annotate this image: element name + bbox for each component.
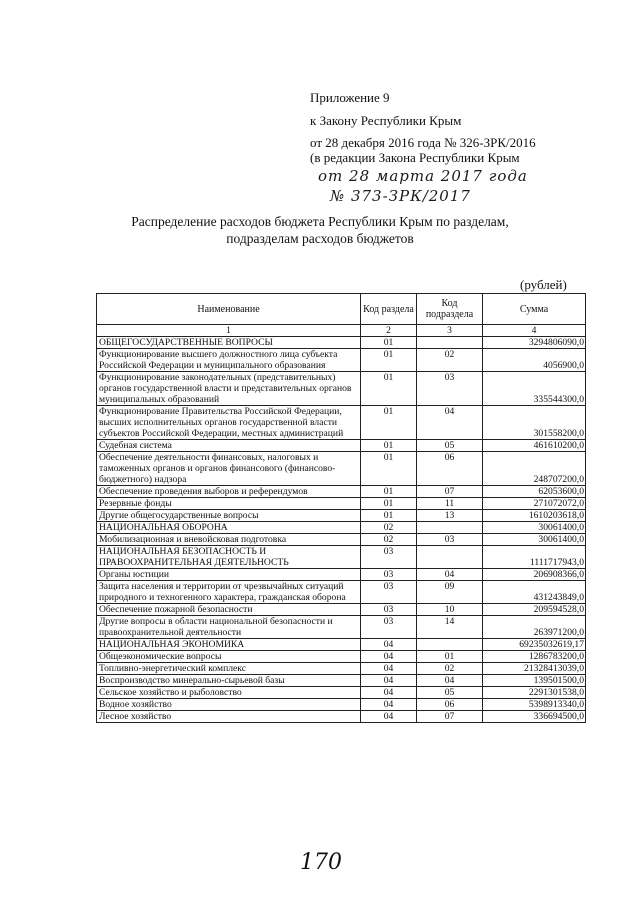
row-podrazdel-code: 09 xyxy=(417,581,483,604)
row-razdel-code: 01 xyxy=(361,510,417,522)
row-name: Органы юстиции xyxy=(97,569,361,581)
header-sum: Сумма xyxy=(483,294,586,325)
row-razdel-code: 04 xyxy=(361,663,417,675)
row-name: Лесное хозяйство xyxy=(97,711,361,723)
row-razdel-code: 04 xyxy=(361,687,417,699)
column-number: 2 xyxy=(361,325,417,337)
table-row xyxy=(97,699,586,711)
row-sum: 206908366,0 xyxy=(483,569,586,581)
row-sum: 301558200,0 xyxy=(483,406,586,440)
row-sum: 139501500,0 xyxy=(483,675,586,687)
table-row xyxy=(97,663,586,675)
row-name: НАЦИОНАЛЬНАЯ БЕЗОПАСНОСТЬ И ПРАВООХРАНИТЕЛЬНАЯ ДЕЯТЕЛЬНОСТЬ xyxy=(97,546,361,569)
row-name: Обеспечение проведения выборов и референдумов xyxy=(97,486,361,498)
row-sum: 1610203618,0 xyxy=(483,510,586,522)
page-number: 170 xyxy=(300,850,342,875)
budget-table xyxy=(96,293,586,723)
row-name: НАЦИОНАЛЬНАЯ ЭКОНОМИКА xyxy=(97,639,361,651)
document-title-line1: Распределение расходов бюджета Республики Крым по разделам, xyxy=(131,214,509,229)
table-row xyxy=(97,687,586,699)
row-sum: 248707200,0 xyxy=(483,452,586,486)
row-sum: 30061400,0 xyxy=(483,534,586,546)
row-sum: 21328413039,0 xyxy=(483,663,586,675)
row-name: Другие общегосударственные вопросы xyxy=(97,510,361,522)
row-razdel-code: 02 xyxy=(361,522,417,534)
table-row xyxy=(97,510,586,522)
table-row xyxy=(97,406,586,440)
row-name: ОБЩЕГОСУДАРСТВЕННЫЕ ВОПРОСЫ xyxy=(97,337,361,349)
row-sum: 335544300,0 xyxy=(483,372,586,406)
table-row xyxy=(97,711,586,723)
row-podrazdel-code: 07 xyxy=(417,711,483,723)
law-reference: к Закону Республики Крым xyxy=(310,113,462,128)
row-sum: 4056900,0 xyxy=(483,349,586,372)
row-sum: 69235032619,17 xyxy=(483,639,586,651)
table-row xyxy=(97,616,586,639)
row-name: Другие вопросы в области национальной безопасности и правоохранительной деятельности xyxy=(97,616,361,639)
row-sum: 2291301538,0 xyxy=(483,687,586,699)
row-podrazdel-code: 13 xyxy=(417,510,483,522)
row-name: Воспроизводство минерально-сырьевой базы xyxy=(97,675,361,687)
row-name: Сельское хозяйство и рыболовство xyxy=(97,687,361,699)
table-row xyxy=(97,581,586,604)
table-row xyxy=(97,349,586,372)
row-sum: 336694500,0 xyxy=(483,711,586,723)
row-razdel-code: 03 xyxy=(361,546,417,569)
row-razdel-code: 04 xyxy=(361,639,417,651)
row-podrazdel-code: 14 xyxy=(417,616,483,639)
table-row xyxy=(97,337,586,349)
row-podrazdel-code: 11 xyxy=(417,498,483,510)
table-row xyxy=(97,452,586,486)
table-row xyxy=(97,440,586,452)
row-name: Обеспечение деятельности финансовых, налоговых и таможенных органов и органов финансового (финансово-бюджетного) надзора xyxy=(97,452,361,486)
row-name: Функционирование Правительства Российской Федерации, высших исполнительных органов государственной власти субъектов Российской Федерации, местных администраций xyxy=(97,406,361,440)
row-podrazdel-code: 06 xyxy=(417,452,483,486)
row-podrazdel-code: 04 xyxy=(417,675,483,687)
row-podrazdel-code: 03 xyxy=(417,372,483,406)
row-razdel-code: 01 xyxy=(361,337,417,349)
row-razdel-code: 01 xyxy=(361,349,417,372)
column-number: 1 xyxy=(97,325,361,337)
row-podrazdel-code: 06 xyxy=(417,699,483,711)
row-name: Функционирование высшего должностного лица субъекта Российской Федерации и муниципального образования xyxy=(97,349,361,372)
row-razdel-code: 02 xyxy=(361,534,417,546)
row-razdel-code: 03 xyxy=(361,616,417,639)
table-row xyxy=(97,498,586,510)
table-row xyxy=(97,522,586,534)
row-razdel-code: 04 xyxy=(361,699,417,711)
row-podrazdel-code xyxy=(417,522,483,534)
row-sum: 461610200,0 xyxy=(483,440,586,452)
handwritten-revision-date: от 28 марта 2017 года xyxy=(318,167,528,185)
row-sum: 30061400,0 xyxy=(483,522,586,534)
units-label: (рублей) xyxy=(520,277,567,292)
table-row xyxy=(97,569,586,581)
row-name: Защита населения и территории от чрезвычайных ситуаций природного и техногенного характера, гражданская оборона xyxy=(97,581,361,604)
row-name: Обеспечение пожарной безопасности xyxy=(97,604,361,616)
row-razdel-code: 03 xyxy=(361,569,417,581)
row-razdel-code: 01 xyxy=(361,372,417,406)
row-name: Топливно-энергетический комплекс xyxy=(97,663,361,675)
row-podrazdel-code: 10 xyxy=(417,604,483,616)
column-number: 3 xyxy=(417,325,483,337)
row-podrazdel-code: 02 xyxy=(417,349,483,372)
row-sum: 271072072,0 xyxy=(483,498,586,510)
row-razdel-code: 04 xyxy=(361,651,417,663)
row-podrazdel-code: 01 xyxy=(417,651,483,663)
table-row xyxy=(97,604,586,616)
row-sum: 1111717943,0 xyxy=(483,546,586,569)
row-podrazdel-code xyxy=(417,546,483,569)
row-sum: 263971200,0 xyxy=(483,616,586,639)
row-sum: 5398913340,0 xyxy=(483,699,586,711)
revision-note: (в редакции Закона Республики Крым xyxy=(310,150,520,165)
document-title-line2: подразделам расходов бюджетов xyxy=(226,231,414,246)
row-name: Мобилизационная и вневойсковая подготовка xyxy=(97,534,361,546)
table-row xyxy=(97,651,586,663)
row-podrazdel-code: 02 xyxy=(417,663,483,675)
row-name: Функционирование законодательных (представительных) органов государственной власти и представительных органов муниципальных образований xyxy=(97,372,361,406)
header-podrazdel: Код подраздела xyxy=(417,294,483,325)
row-name: Резервные фонды xyxy=(97,498,361,510)
annex-label: Приложение 9 xyxy=(310,90,390,105)
column-number: 4 xyxy=(483,325,586,337)
row-sum: 431243849,0 xyxy=(483,581,586,604)
row-podrazdel-code: 04 xyxy=(417,406,483,440)
row-sum: 1286783200,0 xyxy=(483,651,586,663)
row-razdel-code: 03 xyxy=(361,604,417,616)
row-name: НАЦИОНАЛЬНАЯ ОБОРОНА xyxy=(97,522,361,534)
table-row xyxy=(97,486,586,498)
row-podrazdel-code: 07 xyxy=(417,486,483,498)
row-podrazdel-code: 05 xyxy=(417,687,483,699)
header-razdel: Код раздела xyxy=(361,294,417,325)
row-name: Общеэкономические вопросы xyxy=(97,651,361,663)
row-name: Судебная система xyxy=(97,440,361,452)
row-razdel-code: 01 xyxy=(361,452,417,486)
row-razdel-code: 04 xyxy=(361,675,417,687)
row-podrazdel-code: 05 xyxy=(417,440,483,452)
header-name: Наименование xyxy=(97,294,361,325)
row-podrazdel-code: 04 xyxy=(417,569,483,581)
table-row xyxy=(97,534,586,546)
row-podrazdel-code: 03 xyxy=(417,534,483,546)
handwritten-revision-number: № 373-ЗРК/2017 xyxy=(330,187,471,205)
row-podrazdel-code xyxy=(417,337,483,349)
law-date-number: от 28 декабря 2016 года № 326-ЗРК/2016 xyxy=(310,135,536,150)
row-podrazdel-code xyxy=(417,639,483,651)
row-razdel-code: 01 xyxy=(361,406,417,440)
row-razdel-code: 01 xyxy=(361,498,417,510)
row-razdel-code: 04 xyxy=(361,711,417,723)
row-razdel-code: 01 xyxy=(361,486,417,498)
row-sum: 209594528,0 xyxy=(483,604,586,616)
row-name: Водное хозяйство xyxy=(97,699,361,711)
row-sum: 3294806090,0 xyxy=(483,337,586,349)
table-row xyxy=(97,639,586,651)
table-row xyxy=(97,675,586,687)
row-razdel-code: 03 xyxy=(361,581,417,604)
table-row xyxy=(97,546,586,569)
row-razdel-code: 01 xyxy=(361,440,417,452)
table-row xyxy=(97,372,586,406)
row-sum: 62053600,0 xyxy=(483,486,586,498)
